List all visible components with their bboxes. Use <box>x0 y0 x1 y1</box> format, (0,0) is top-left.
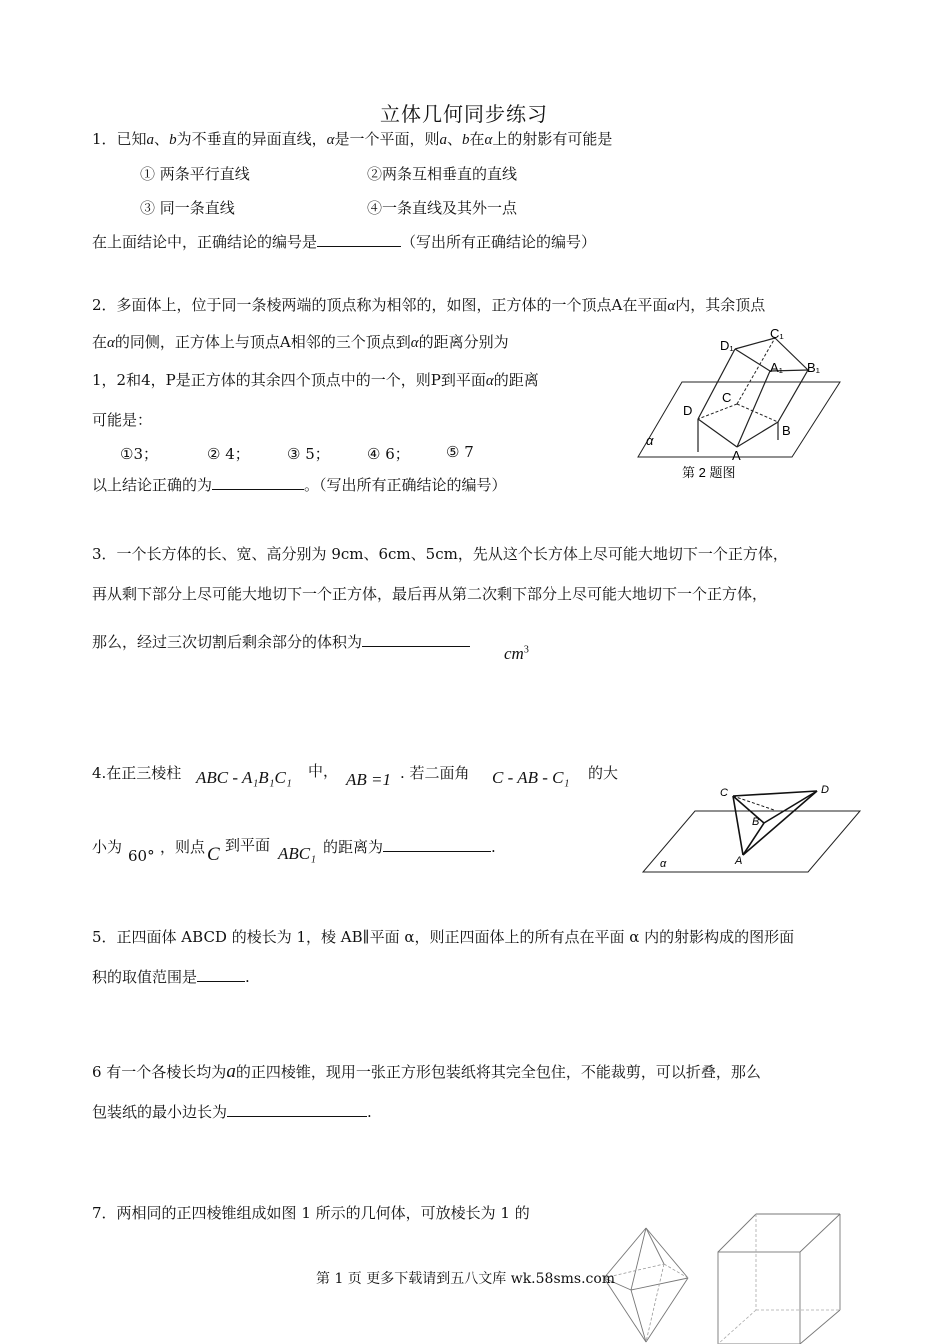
q4-point-c: C <box>207 844 220 865</box>
q6-line-1: 6 有一个各棱长均为a的正四棱锥，现用一张正方形包装纸将其完全包住，不能裁剪，可以折叠，那么 <box>92 1061 761 1082</box>
q2-option-5: ⑤ 7 <box>446 443 474 461</box>
q2-option-1: ①3； <box>120 445 158 463</box>
q2-option-2: ② 4； <box>207 445 250 463</box>
q4-label-B: B <box>752 816 760 828</box>
label-C: C <box>722 390 732 405</box>
q2-line-2: 在α的同侧，正方体上与顶点A相邻的三个顶点到α的距离分别为 <box>92 333 509 351</box>
q1-stem: 1．已知a、b为不垂直的异面直线，α是一个平面，则a、b在α上的射影有可能是 <box>92 130 613 148</box>
q3-answer-blank[interactable] <box>362 632 470 647</box>
q4-plane: ABC₁ <box>278 844 317 863</box>
q4-label-A: A <box>735 855 743 867</box>
q4-prism: ABC - A₁B₁C₁ <box>196 768 292 787</box>
q7-line-1: 7．两相同的正四棱锥组成如图 1 所示的几何体，可放棱长为 1 的 <box>92 1204 530 1222</box>
label-B: B <box>782 423 791 438</box>
q1-option-1: ① 两条平行直线 <box>140 165 250 183</box>
label-C1: C₁ <box>770 326 784 341</box>
q3-line-3: 那么，经过三次切割后剩余部分的体积为 <box>92 631 470 652</box>
label-A1: A₁ <box>770 360 784 375</box>
q2-figure-caption: 第 2 题图 <box>682 465 736 480</box>
q7-cube-figure <box>712 1210 847 1344</box>
q4-ab: AB =1 <box>346 770 391 789</box>
q6-line-2: 包装纸的最小边长为 . <box>92 1103 372 1121</box>
q2-cube-edges <box>698 338 808 452</box>
q5-answer-blank[interactable] <box>197 967 245 982</box>
q4-text-d: 的大 <box>588 764 619 782</box>
q2-line-4: 可能是： <box>92 411 153 429</box>
label-alpha: α <box>646 433 654 448</box>
q4-text-c: . 若二面角 <box>400 764 470 782</box>
q2-answer-line: 以上结论正确的为 。（写出所有正确结论的编号） <box>92 476 507 494</box>
q2-line-3: 1，2和4，P是正方体的其余四个顶点中的一个，则P到平面α的距离 <box>92 371 539 389</box>
q2-option-4: ④ 6； <box>367 445 410 463</box>
page-footer: 第 1 页 更多下载请到五八文库 wk.58sms.com <box>316 1271 616 1287</box>
q3-line-2: 再从剩下部分上尽可能大地切下一个正方体，最后再从第二次剩下部分上尽可能大地切下一个正方体， <box>92 585 768 603</box>
q4-answer-blank[interactable] <box>383 837 491 852</box>
q1-option-4: ④一条直线及其外一点 <box>367 199 518 217</box>
q4-label-alpha: α <box>660 858 667 870</box>
q5-line-1: 5．正四面体 ABCD 的棱长为 1，棱 AB∥平面 α，则正四面体上的所有点在平面 α 内的射影构成的图形面 <box>92 928 795 946</box>
label-D1: D₁ <box>720 338 734 353</box>
q4-text-b: 中， <box>308 762 339 780</box>
q4-text-e: 小为 <box>92 838 123 856</box>
q2-option-3: ③ 5； <box>287 445 330 463</box>
q4-text-f: ，则点 <box>160 838 206 856</box>
q4-tetrahedron-figure <box>640 780 865 880</box>
label-A: A <box>732 448 741 463</box>
q6-answer-blank[interactable] <box>227 1102 367 1117</box>
q1-option-3: ③ 同一条直线 <box>140 199 235 217</box>
page-title: 立体几何同步练习 <box>380 102 548 126</box>
q5-line-2: 积的取值范围是 . <box>92 968 250 986</box>
q1-option-2: ②两条互相垂直的直线 <box>367 165 518 183</box>
q4-answer-line: 的距离为 . <box>323 838 496 856</box>
q4-dihedral: C - AB - C₁ <box>492 768 570 787</box>
q4-text-g: 到平面 <box>225 836 271 854</box>
label-D: D <box>683 403 693 418</box>
q4-label-D: D <box>821 784 829 796</box>
q1-answer-blank[interactable] <box>317 232 401 247</box>
q1-answer-line: 在上面结论中，正确结论的编号是 （写出所有正确结论的编号） <box>92 233 597 251</box>
q4-solid-edges <box>733 791 817 855</box>
q4-text-a: 4.在正三棱柱 <box>92 764 182 782</box>
q4-angle: 60° <box>128 847 155 865</box>
q2-cube-figure <box>630 322 845 487</box>
label-B1: B₁ <box>807 360 821 375</box>
q2-answer-blank[interactable] <box>212 475 304 490</box>
q4-label-C: C <box>720 787 728 799</box>
q3-line-1: 3．一个长方体的长、宽、高分别为 9cm、6cm、5cm，先从这个长方体上尽可能大地切下一个正方体， <box>92 545 788 563</box>
q3-unit: $cm^3$ <box>504 644 529 663</box>
q4-hidden-edge <box>733 796 774 810</box>
q2-line-1: 2．多面体上，位于同一条棱两端的顶点称为相邻的，如图，正方体的一个顶点A在平面α内，其余顶点 <box>92 296 766 314</box>
